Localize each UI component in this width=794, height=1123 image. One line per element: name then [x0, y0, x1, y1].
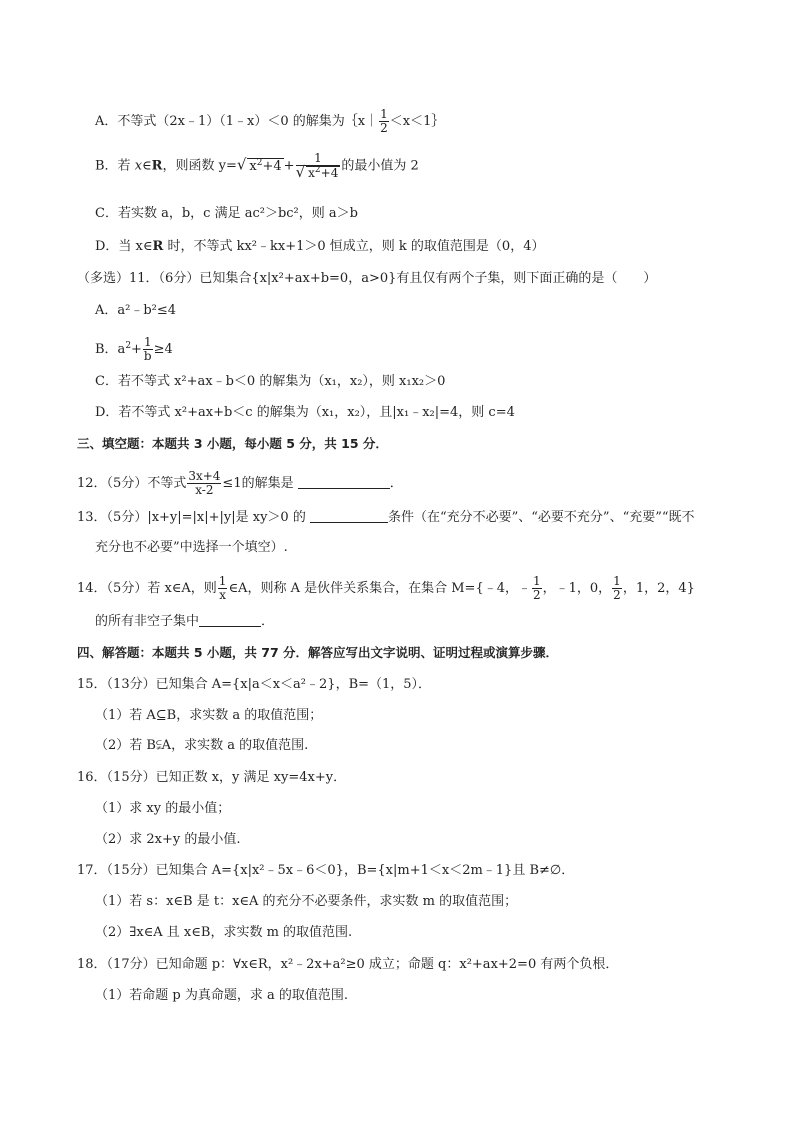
q15-stem: 15．（13分）已知集合 A={x|a＜x＜a²﹣2}，B=（1，5）．: [77, 677, 432, 692]
sqrt-expression: $x^2+4$: [249, 157, 282, 174]
answer-blank[interactable]: [199, 614, 261, 627]
q11-option-c: C．若不等式 x²+ax﹣b＜0 的解集为（x₁，x₂），则 x₁x₂＞0: [95, 374, 446, 389]
q13-stem: 13．（5分）|x+y|=|x|+|y|是 xy＞0 的 条件（在“充分不必要”、“必要不充分”、“充要”“既不: [77, 510, 695, 525]
q18-part-1: （1）若命题 p 为真命题，求 a 的取值范围.: [95, 988, 349, 1003]
q11-option-b: B．$a^2+$ $\frac{1}{b}$ ≥4: [95, 335, 173, 363]
answer-blank[interactable]: [310, 510, 388, 523]
fraction: $\frac{1}{b}$: [143, 335, 152, 363]
q11-stem: （多选）11．（6分）已知集合{x|x²+ax+b=0，a>0}有且仅有两个子集，则下面正确的是（ ）: [77, 271, 657, 286]
q10-option-b: B．若 x∈R，则函数 y=√ $x^2+4$ + $\frac{1}{√ x^2+4}$ 的最小值为 2: [95, 151, 419, 181]
q11-option-d: D．若不等式 x²+ax+b＜c 的解集为（x₁，x₂），且|x₁﹣x₂|=4，则 c=4: [95, 405, 515, 420]
q10-option-d: D．当 x∈R 时，不等式 kx²﹣kx+1＞0 恒成立，则 k 的取值范围是（0，4）: [95, 239, 545, 254]
q14-stem: 14．（5分）若 x∈A，则 $\frac{1}{x}$ ∈A，则称 A 是伙伴关系集合，在集合 M={﹣4，﹣ $\frac{1}{2}$ ，﹣1，0， $\frac{1}{2}$ ，1，2，4}: [77, 574, 695, 602]
q13-stem-continued: 充分也不必要”中选择一个填空）.: [95, 540, 288, 555]
q11-option-a: A．a²﹣b²≤4: [95, 303, 177, 318]
q16-part-2: （2）求 2x+y 的最小值.: [95, 832, 241, 847]
fraction: $\frac{1}{2}$: [532, 574, 541, 602]
fraction: $\frac{1}{2}$: [613, 574, 621, 602]
q17-part-2: （2）∃x∈A 且 x∈B，求实数 m 的取值范围.: [95, 925, 353, 940]
q10-option-c: C．若实数 a，b，c 满足 ac²＞bc²，则 a＞b: [95, 206, 358, 221]
q17-part-1: （1）若 s：x∈B 是 t：x∈A 的充分不必要条件，求实数 m 的取值范围；: [95, 894, 518, 909]
q16-stem: 16．（15分）已知正数 x，y 满足 xy=4x+y．: [77, 770, 347, 785]
q10-option-a: A．不等式（2x﹣1）（1﹣x）＜0 的解集为｛x｜ $\frac{1}{2}$ ＜x＜1｝: [95, 107, 445, 135]
q15-part-1: （1）若 A⊆B，求实数 a 的取值范围；: [95, 708, 323, 723]
section-heading-fill-in: 三、填空题：本题共 3 小题，每小题 5 分，共 15 分．: [77, 436, 388, 451]
q17-stem: 17．（15分）已知集合 A={x|x²﹣5x﹣6＜0}，B={x|m+1＜x＜2m﹣1}且 B≠∅．: [77, 863, 575, 878]
q16-part-1: （1）求 xy 的最小值；: [95, 801, 231, 816]
q14-stem-continued: 的所有非空子集中 ．: [95, 614, 275, 629]
q12-stem: 12．（5分）不等式 $\frac{3x+4}{x-2}$ ≤1的解集是 ．: [77, 469, 403, 497]
fraction: $\frac{1}{x}$: [218, 574, 227, 602]
fraction: $\frac{1}{2}$: [380, 107, 388, 135]
q15-part-2: （2）若 B⫋A，求实数 a 的取值范围.: [95, 738, 309, 753]
answer-blank[interactable]: [298, 476, 390, 489]
q18-stem: 18．（17分）已知命题 p：∀x∈R，x²﹣2x+a²≥0 成立；命题 q：x²+ax+2=0 有两个负根．: [77, 957, 619, 972]
section-heading-solutions: 四、解答题：本题共 5 小题，共 77 分．解答应写出文字说明、证明过程或演算步骤．: [77, 645, 559, 660]
fraction: $\frac{3x+4}{x-2}$: [188, 469, 221, 497]
fraction: $\frac{1}{√ x^2+4}$: [295, 151, 339, 181]
